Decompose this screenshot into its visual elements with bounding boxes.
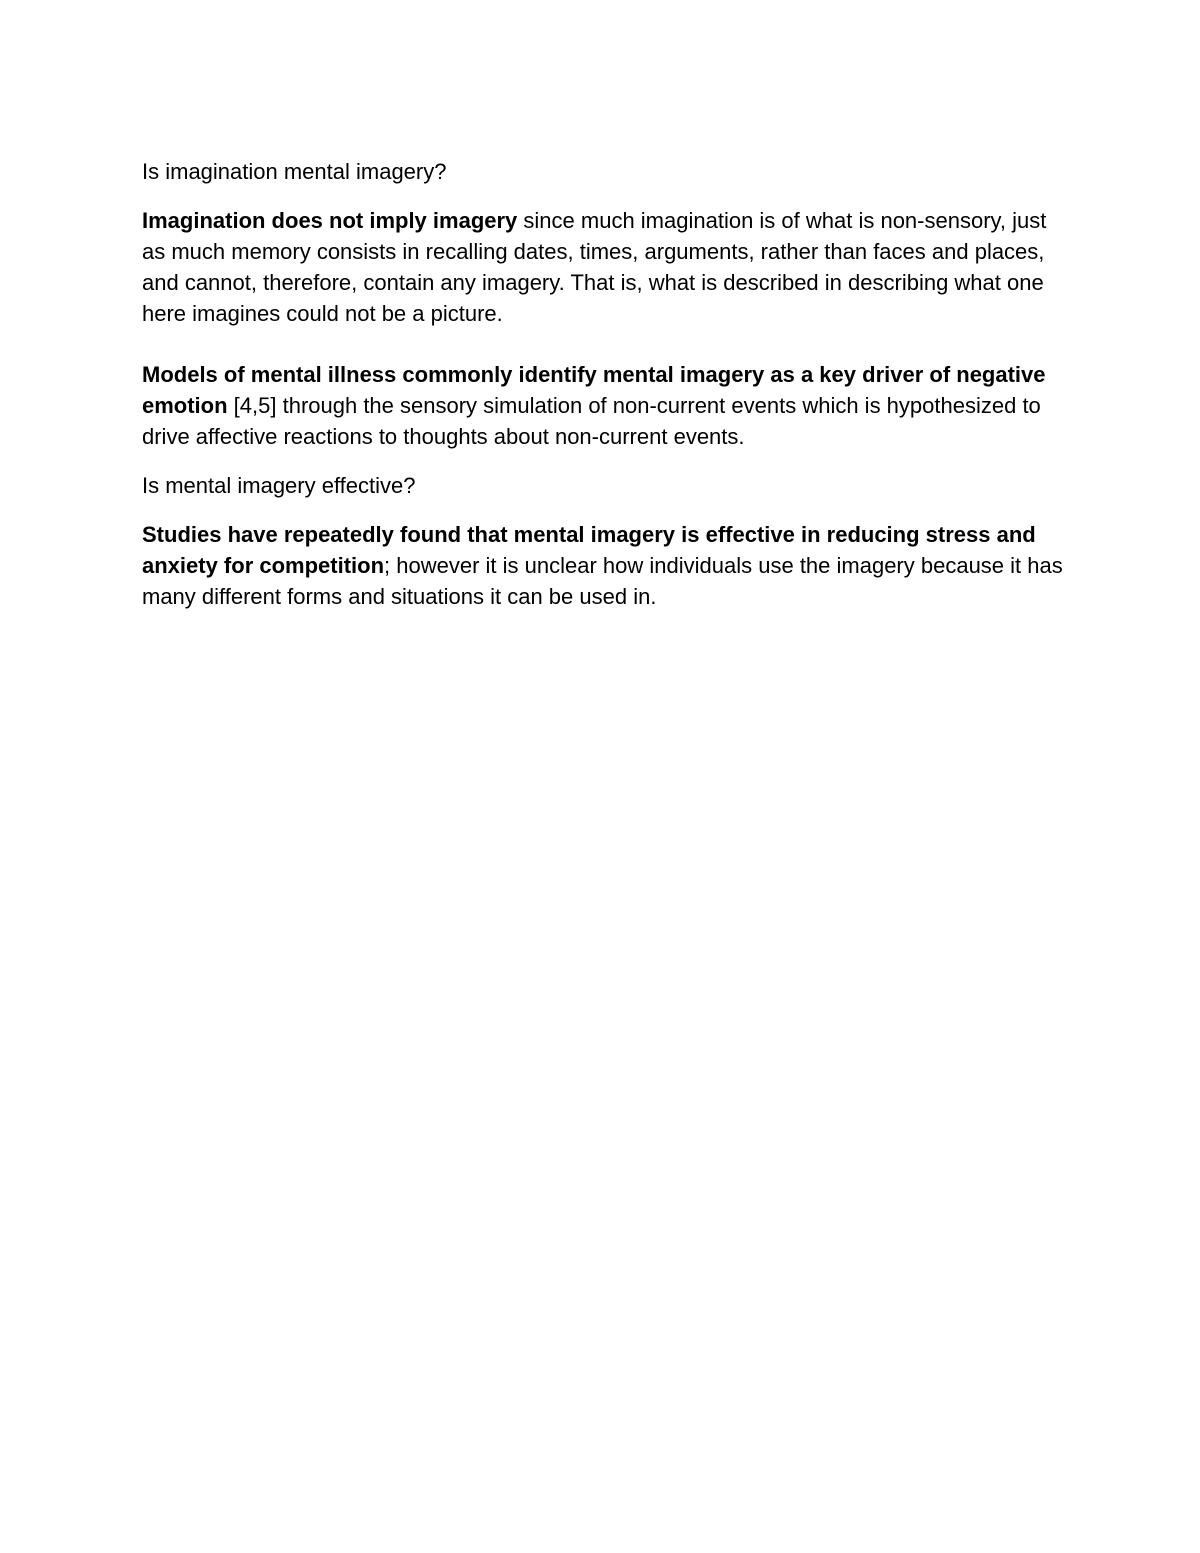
- paragraph-mental-illness-bold: Models of mental illness commonly identify mental imagery as a key driver of negative emotion: [142, 362, 1046, 418]
- paragraph-mental-illness: [142, 359, 1072, 452]
- paragraph-mental-illness-text: [4,5] through the sensory simulation of non-current events which is hypothesized to drive affective reactions to thoughts about non-current events.: [142, 393, 1041, 449]
- paragraph-studies-text: ; however it is unclear how individuals use the imagery because it has many different forms and situations it can be used in.: [142, 553, 1063, 609]
- question-heading-imagination: Is imagination mental imagery?: [142, 159, 447, 184]
- paragraph-imagination-bold: Imagination does not imply imagery: [142, 208, 518, 233]
- document-body: [142, 156, 1072, 612]
- question-heading-effective: Is mental imagery effective?: [142, 473, 416, 498]
- paragraph-studies: [142, 519, 1072, 612]
- paragraph-imagination-text: since much imagination is of what is non-sensory, just as much memory consists in recalling dates, times, arguments, rather than faces and places, and cannot, therefore, contain any imagery. That is, what is described in describing what one here imagines could not be a picture.: [142, 208, 1047, 326]
- paragraph-imagination: [142, 205, 1072, 329]
- paragraph-studies-bold: Studies have repeatedly found that mental imagery is effective in reducing stress and anxiety for competition: [142, 522, 1036, 578]
